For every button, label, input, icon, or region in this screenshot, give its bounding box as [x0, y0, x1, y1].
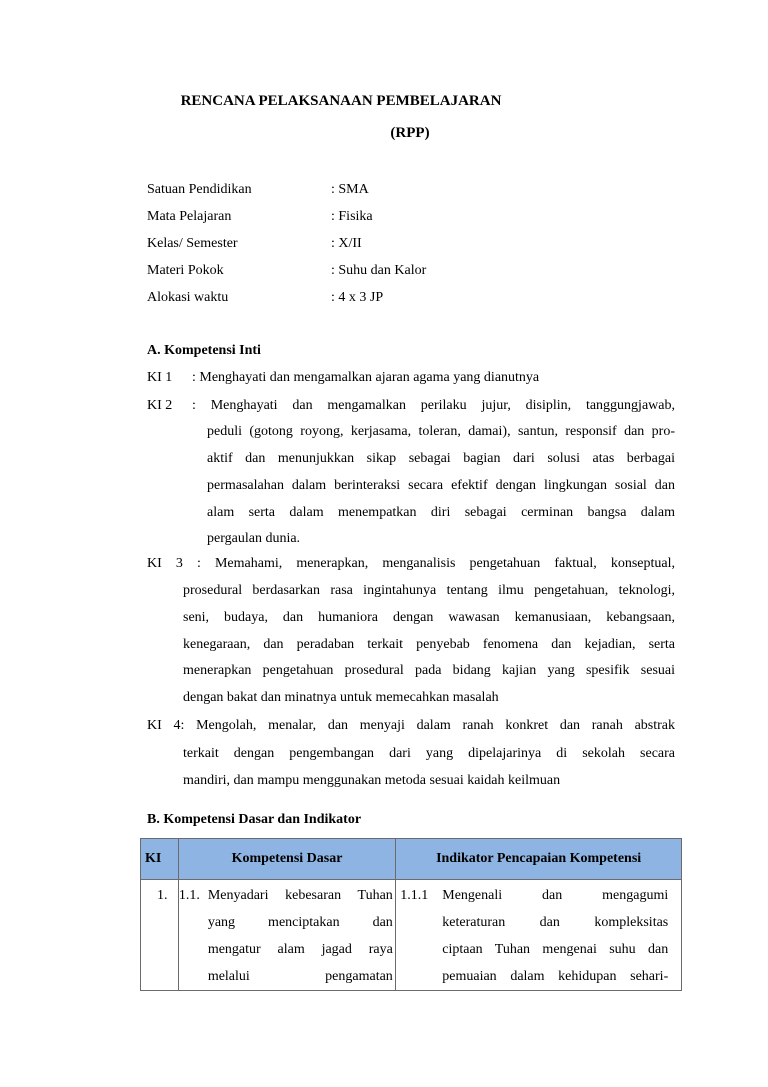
info-value: : Suhu dan Kalor	[331, 263, 427, 278]
ki4-line: terkait dengan pengembangan dari yang dipelajarinya di sekolah secara	[183, 746, 675, 761]
info-value: : Fisika	[331, 209, 373, 224]
kd-line: yang menciptakan dan	[207, 915, 393, 930]
info-label: Kelas/ Semester	[147, 236, 238, 251]
ki4-line: mandiri, dan mampu menggunakan metoda sesuai kaidah keilmuan	[183, 773, 561, 788]
info-label: Alokasi waktu	[147, 290, 229, 305]
table-header-row	[141, 839, 682, 880]
table-row	[141, 880, 682, 991]
section-b-heading: B. Kompetensi Dasar dan Indikator	[147, 812, 362, 827]
ki3-line: dengan bakat dan minatnya untuk memecahkan masalah	[183, 690, 499, 705]
header-indikator: Indikator Pencapaian Kompetensi	[396, 839, 682, 880]
indicator-line: pemuaian dalam kehidupan sehari-	[442, 969, 669, 984]
ki1-text: : Menghayati dan mengamalkan ajaran agama yang dianutnya	[192, 370, 540, 385]
ki3-line: menerapkan pengetahuan prosedural pada bidang kajian yang spesifik sesuai	[183, 663, 675, 678]
ki3-line: KI 3 : Memahami, menerapkan, menganalisis pengetahuan faktual, konseptual,	[147, 556, 675, 571]
ki2-line: alam serta dalam menempatkan diri sebagai cerminan bangsa dalam	[207, 505, 675, 520]
kd-line: melalui pengamatan	[207, 969, 393, 984]
info-value: : 4 x 3 JP	[331, 290, 384, 305]
section-a-heading: A. Kompetensi Inti	[147, 343, 261, 358]
document-title: RENCANA PELAKSANAAN PEMBELAJARAN	[180, 93, 502, 109]
ki3-line: seni, budaya, dan humaniora dengan wawasan kemanusiaan, kebangsaan,	[183, 610, 675, 625]
ki3-line: prosedural berdasarkan rasa ingintahunya tentang ilmu pengetahuan, teknologi,	[183, 583, 675, 598]
ki2-line: permasalahan dalam berinteraksi secara efektif dengan lingkungan sosial dan	[207, 478, 675, 493]
kd-line: Menyadari kebesaran Tuhan	[207, 888, 393, 903]
indicator-line: Mengenali dan mengagumi	[442, 888, 669, 903]
indicator-line: keteraturan dan kompleksitas	[442, 915, 669, 930]
info-value: : SMA	[331, 182, 369, 197]
ki3-line: kenegaraan, dan peradaban terkait penyebab fenomena dan kejadian, serta	[183, 637, 675, 652]
indicator-number: 1.1.1	[400, 888, 429, 903]
ki2-line: aktif dan menunjukkan sikap sebagai bagian dari solusi atas berbagai	[207, 451, 675, 466]
info-label: Satuan Pendidikan	[147, 182, 252, 197]
ki2-line: : Menghayati dan mengamalkan perilaku jujur, disiplin, tanggungjawab,	[192, 398, 675, 413]
indicator-line: ciptaan Tuhan mengenai suhu dan	[442, 942, 669, 957]
cell-indikator	[396, 880, 682, 991]
competency-table	[140, 838, 682, 991]
header-ki: KI	[141, 839, 179, 880]
ki2-line: pergaulan dunia.	[207, 531, 301, 546]
ki2-line: peduli (gotong royong, kerjasama, toleran, damai), santun, responsif dan pro-	[207, 424, 675, 439]
ki4-line: KI 4: Mengolah, menalar, dan menyaji dalam ranah konkret dan ranah abstrak	[147, 718, 675, 733]
cell-ki	[141, 880, 179, 991]
ki1-code: KI 1	[147, 370, 173, 385]
header-kompetensi-dasar: Kompetensi Dasar	[178, 839, 395, 880]
info-value: : X/II	[331, 236, 362, 251]
ki-number: 1.	[157, 888, 168, 903]
info-label: Mata Pelajaran	[147, 209, 232, 224]
info-label: Materi Pokok	[147, 263, 224, 278]
kd-line: mengatur alam jagad raya	[207, 942, 393, 957]
kd-number: 1.1.	[178, 888, 200, 903]
cell-kompetensi-dasar	[178, 880, 395, 991]
document-subtitle: (RPP)	[390, 125, 430, 141]
ki2-code: KI 2	[147, 398, 173, 413]
